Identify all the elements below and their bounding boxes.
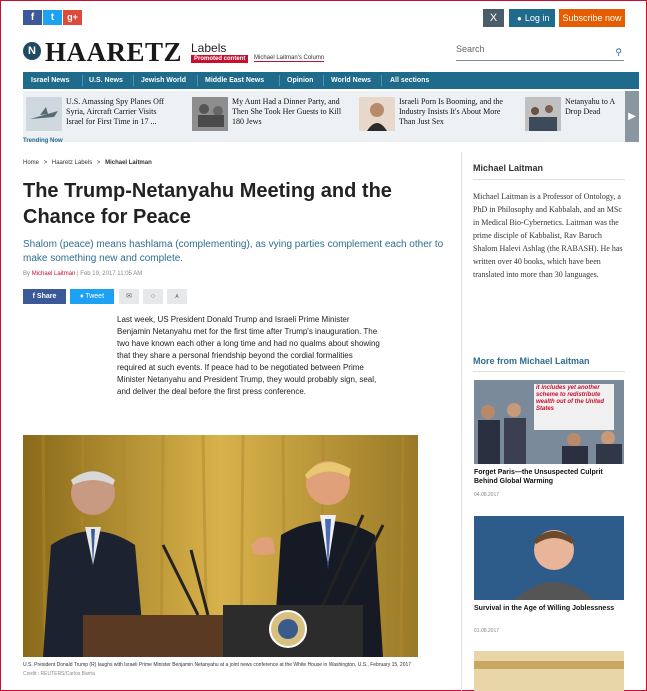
breadcrumb (23, 160, 155, 166)
promoted-content-badge: Promoted content (191, 55, 248, 63)
sidebar-divider (461, 152, 462, 691)
author-heading: Michael Laitman (473, 163, 544, 173)
card-image[interactable] (474, 380, 624, 464)
photo-caption (23, 661, 423, 679)
x-social-button[interactable]: X (483, 9, 504, 27)
article-subtitle: Shalom (peace) means hashlama (complementing), as vying parties complement each other to make something new and complete. (23, 239, 444, 264)
trending-item[interactable] (359, 97, 519, 133)
main-nav (23, 72, 639, 89)
divider (473, 179, 625, 180)
breadcrumb-author[interactable]: Michael Laitman (105, 160, 152, 166)
portrait-icon (359, 97, 395, 131)
historic-photo-icon (192, 97, 228, 131)
trending-thumb (359, 97, 395, 131)
card-title[interactable]: Forget Paris—the Unsuspected Culprit Behind Global Warming (474, 469, 603, 485)
portrait-photo-image (474, 516, 624, 600)
caption-text: U.S. President Donald Trump (R) laughs with Israeli Prime Minister Benjamin Netanyahu at a joint news conference at the White House in Washington, U.S., February 15, 2017 (23, 662, 412, 668)
breadcrumb-sep: > (96, 160, 101, 166)
byline: By Michael Laitman | Feb 19, 2017 11:05 AM (23, 271, 143, 277)
card-date: 01.08.2017 (474, 628, 500, 634)
press-conference-image (23, 435, 418, 657)
nav-us-news[interactable]: U.S. News (89, 77, 123, 84)
jet-icon (26, 97, 62, 131)
user-icon: ● (517, 14, 522, 23)
haaretz-logo[interactable]: HAARETZ (45, 37, 183, 67)
divider (473, 371, 625, 372)
share-label: Share (36, 293, 57, 300)
trending-text: Israeli Porn Is Booming, and the Industry Insists It's About More Than Just Sex (399, 97, 503, 126)
trending-thumb (26, 97, 62, 131)
trending-thumb (192, 97, 228, 131)
search-icon[interactable]: ⚲ (615, 47, 622, 57)
comment-icon[interactable]: ○ (143, 289, 163, 304)
top-bar (1, 1, 646, 35)
breadcrumb-labels[interactable]: Haaretz Labels (51, 160, 93, 166)
card-image[interactable] (474, 516, 624, 600)
card-date: 04.08.2017 (474, 492, 500, 498)
photo-credit: Credit : REUTERS/Carlos Barria (23, 671, 95, 677)
card-image[interactable] (474, 651, 624, 691)
trending-item[interactable] (525, 97, 625, 133)
trending-text: My Aunt Had a Dinner Party, and Then She Took Her Guests to Kill 180 Jews (232, 97, 342, 126)
chevron-right-icon[interactable]: ▶ (625, 91, 639, 142)
article-main-image (23, 435, 418, 657)
facebook-share-button[interactable] (23, 289, 66, 304)
tweet-label: Tweet (85, 293, 105, 300)
trending-text: Netanyahu to A Drop Dead (565, 97, 615, 116)
more-from-heading[interactable]: More from Michael Laitman (473, 356, 590, 366)
search-placeholder: Search (456, 44, 485, 54)
trending-item[interactable] (192, 97, 352, 133)
article-date: Feb 19, 2017 11:05 AM (80, 271, 143, 277)
nav-all-sections[interactable]: All sections (390, 77, 430, 84)
author-bio: Michael Laitman is a Professor of Ontology, a PhD in Philosophy and Kabbalah, and an MSc in Medical Bio-Cybernetics. Laitman was the prime disciple of Kabbalist, Rav Baruch Shalom Halevi Ashlag (the RABASH). He has written over 40 books, which have been translated into more than 30 languages. (473, 192, 623, 279)
login-label: Log in (524, 13, 550, 23)
byline-by: By (23, 271, 31, 277)
facebook-icon: f (32, 293, 37, 300)
trending-text: U.S. Amassing Spy Planes Off Syria, Aircraft Carrier Visits Israel for First Time in 17 ... (66, 97, 165, 126)
twitter-share-button[interactable] (70, 289, 114, 304)
google-plus-icon[interactable]: g+ (63, 10, 82, 25)
card-title[interactable]: Survival in the Age of Willing Joblessness (474, 605, 615, 612)
labels-title: Labels (191, 41, 227, 55)
font-size-icon[interactable]: ᴀ (167, 289, 187, 304)
login-button[interactable] (509, 9, 555, 27)
search-input[interactable] (456, 44, 624, 61)
haaretz-logo-icon[interactable]: N (23, 42, 41, 60)
card-thumbnail-image (474, 651, 624, 691)
card-image-text: it includes yet another scheme to redistribute wealth out of the United States (536, 385, 604, 412)
article-title: The Trump-Netanyahu Meeting and the Chance for Peace (23, 180, 392, 228)
nav-jewish-world[interactable]: Jewish World (141, 77, 186, 84)
trending-bar (23, 91, 639, 142)
nav-middle-east[interactable]: Middle East News (205, 77, 265, 84)
email-icon[interactable]: ✉ (119, 289, 139, 304)
author-link[interactable]: Michael Laitman (31, 271, 76, 277)
nav-world-news[interactable]: World News (331, 77, 371, 84)
trending-thumb (525, 97, 561, 131)
column-name[interactable]: Michael Laitman's Column (254, 55, 325, 61)
breadcrumb-home[interactable]: Home (23, 160, 40, 166)
twitter-icon[interactable]: t (43, 10, 62, 25)
twitter-icon: ♦ (79, 293, 86, 300)
crowd-photo-icon (525, 97, 561, 131)
trending-item[interactable] (26, 97, 186, 133)
trending-label: Trending Now (23, 138, 63, 144)
article-body: Last week, US President Donald Trump and Israeli Prime Minister Benjamin Netanyahu met for the first time after Trump's inauguration. The two have known each other a long time and had no qualms about showing that they share a personal friendship beyond the cordial formalities required at such events. If peace had to be negotiated between Prime Minister Netanyahu and President Trump, they would probably sign, seal, and deliver the deal before the first press conference. (117, 315, 380, 396)
subscribe-button[interactable]: Subscribe now (559, 9, 625, 27)
nav-israel-news[interactable]: Israel News (31, 77, 70, 84)
breadcrumb-sep: > (43, 160, 48, 166)
nav-opinion[interactable]: Opinion (287, 77, 314, 84)
facebook-icon[interactable]: f (23, 10, 42, 25)
